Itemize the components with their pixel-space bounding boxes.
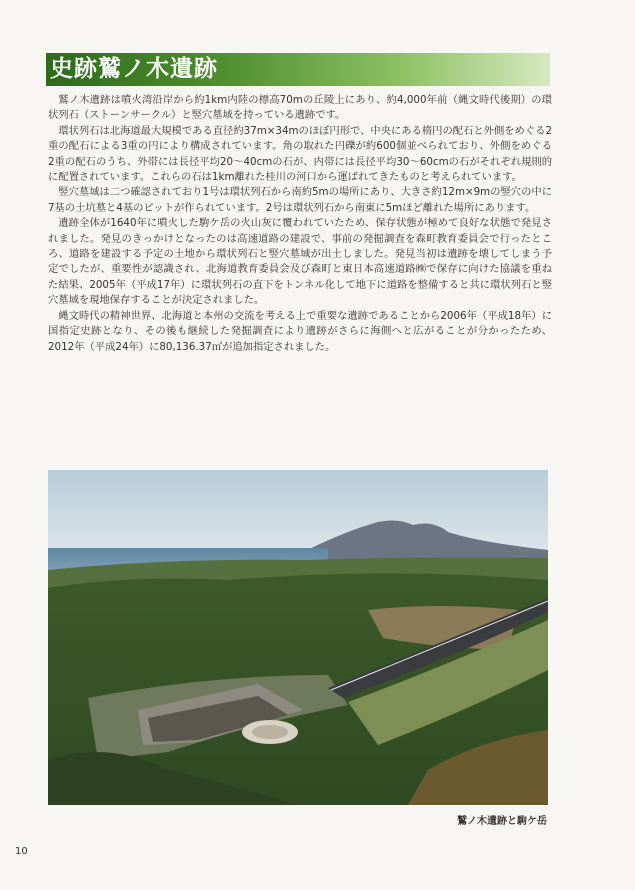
body-text [48,93,552,355]
page-number: 10 [15,846,28,857]
page-title: 史跡鷲ノ木遺跡 [50,56,218,82]
aerial-photo [48,470,548,805]
photo-caption: 鷲ノ木遺跡と駒ケ岳 [457,816,547,827]
paragraph: 縄文時代の精神世界、北海道と本州の交流を考える上で重要な遺跡であることから2006年（平成18年）に国指定史跡となり、その後も継続した発掘調査により遺跡がさらに海側へと広がることが分かったため、2012年（平成24年）に80,136.37㎡が追加指定されました。 [48,309,552,353]
stone-circle-inner [252,725,288,739]
paragraph: 竪穴墓域は二つ確認されており1号は環状列石から南約5mの場所にあり、大きさ約12m×9mの竪穴の中に7基の土坑墓と4基のピットが作られています。2号は環状列石から南東に5mほど離れた場所にあります。 [48,186,552,214]
paragraph: 環状列石は北海道最大規模である直径約37m×34mのほぼ円形で、中央にある楕円の配石と外側をめぐる2重の配石による3重の円により構成されています。角の取れた円礫が約600個並べられており、外側をめぐる2重の配石のうち、外帯には長径平均20〜40cmの石が、内帯には長径平均30〜60cmの石がそれぞれ規則的に配置されています。これらの石は1km離れた桂川の河口から運ばれてきたものと考えられています。 [48,124,553,184]
paragraph: 遺跡全体が1640年に噴火した駒ケ岳の火山灰に覆われていたため、保存状態が極めて良好な状態で発見されました。発見のきっかけとなったのは高速道路の建設で、事前の発掘調査を森町教育委員会で行ったところ、道路を建設する予定の土地から環状列石と竪穴墓域が出土しました。発見当初は遺跡を壊してしまう予定でしたが、重要性が認識され、北海道教育委員会及び森町と東日本高速道路㈱で保存に向けた協議を重ねた結果、2005年（平成17年）に環状列石の直下をトンネル化して地下に道路を整備すると共に環状列石と竪穴墓域を現地保存することが決定されました。 [48,217,552,307]
paragraph: 鷲ノ木遺跡は噴火湾沿岸から約1km内陸の標高70mの丘陵上にあり、約4,000年前（縄文時代後期）の環状列石（ストーンサークル）と竪穴墓域を持っている遺跡です。 [48,94,552,122]
